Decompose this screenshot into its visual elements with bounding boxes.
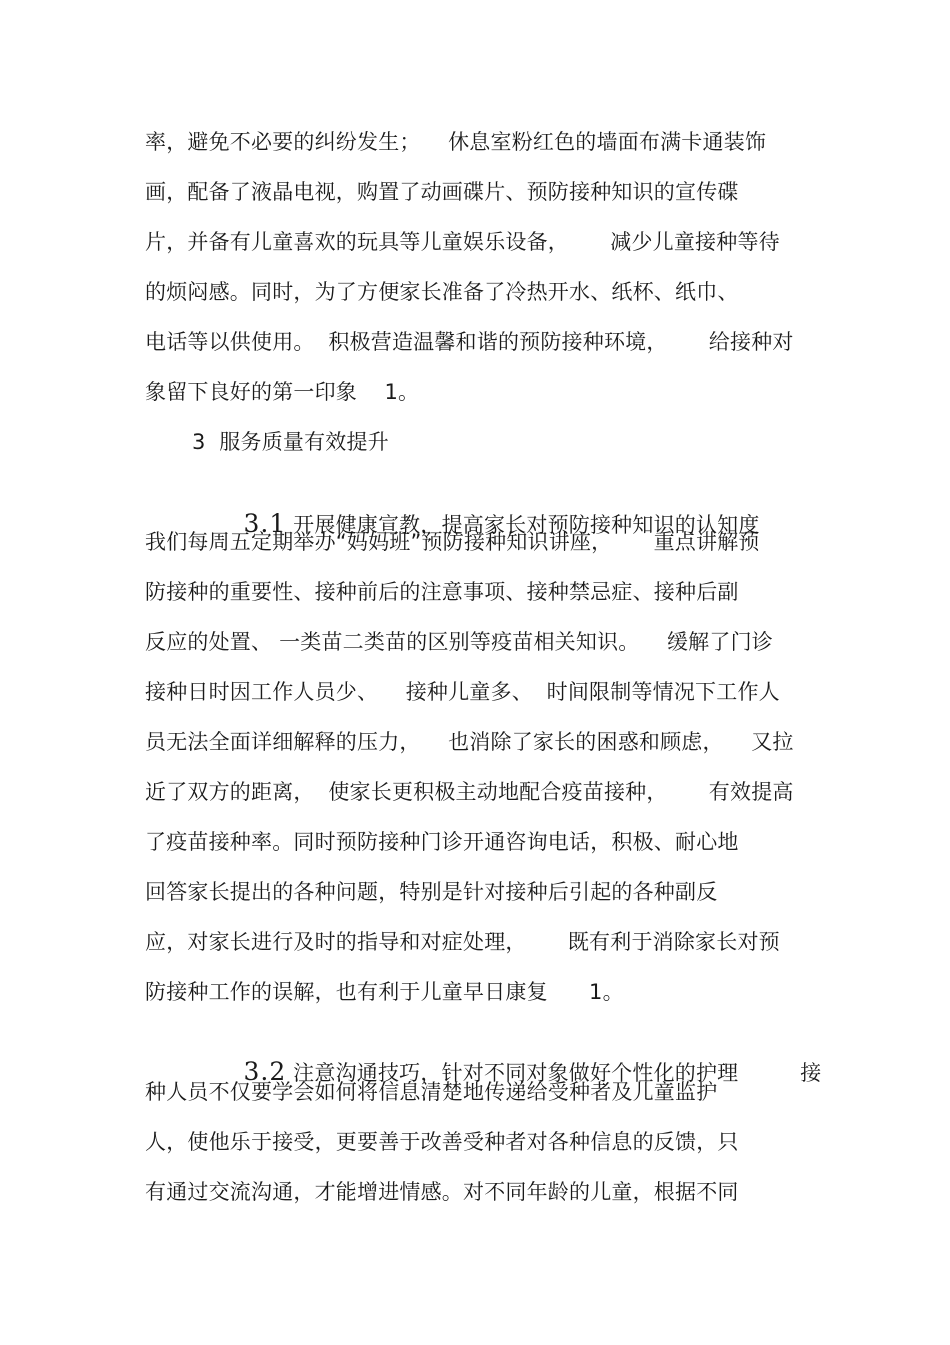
- body-text-line: 象留下良好的第一印象 1。: [145, 380, 420, 404]
- subsection-heading: [216, 476, 760, 538]
- body-text-line: 人，使他乐于接受，更要善于改善受种者对各种信息的反馈，只: [145, 1130, 739, 1154]
- body-text-line: 防接种的重要性、接种前后的注意事项、接种禁忌症、接种后副: [145, 580, 739, 604]
- body-text-line: 的烦闷感。同时，为了方便家长准备了冷热开水、纸杯、纸巾、: [145, 280, 739, 304]
- body-text-line: 近了双方的距离， 使家长更积极主动地配合疫苗接种， 有效提高: [145, 780, 794, 804]
- body-text-line: 我们每周五定期举办“妈妈班”预防接种知识讲座， 重点讲解预: [145, 530, 760, 554]
- body-text-line: 反应的处置、 一类苗二类苗的区别等疫苗相关知识。 缓解了门诊: [145, 630, 773, 654]
- body-text-line: 接种日时因工作人员少、 接种儿童多、 时间限制等情况下工作人: [145, 680, 780, 704]
- subsection-heading: [216, 1024, 822, 1086]
- body-text-line: 防接种工作的误解，也有利于儿童早日康复 1。: [145, 980, 624, 1004]
- body-text-line: 有通过交流沟通，才能增进情感。对不同年龄的儿童，根据不同: [145, 1180, 739, 1204]
- body-text-line: 应，对家长进行及时的指导和对症处理， 既有利于消除家长对预: [145, 930, 780, 954]
- body-text-line: 了疫苗接种率。同时预防接种门诊开通咨询电话，积极、耐心地: [145, 830, 739, 854]
- subsection-number: 3.2: [243, 1057, 287, 1086]
- body-text-line: 回答家长提出的各种问题，特别是针对接种后引起的各种副反: [145, 880, 718, 904]
- section-heading: 3 服务质量有效提升: [192, 430, 389, 454]
- subsection-title: 开展健康宣教，提高家长对预防接种知识的认知度: [293, 513, 760, 537]
- body-text-line: 片，并备有儿童喜欢的玩具等儿童娱乐设备， 减少儿童接种等待: [145, 230, 780, 254]
- body-text-line: 画，配备了液晶电视，购置了动画碟片、预防接种知识的宣传碟: [145, 180, 739, 204]
- body-text-line: 员无法全面详细解释的压力， 也消除了家长的困惑和顾虑， 又拉: [145, 730, 794, 754]
- body-text-line: 种人员不仅要学会如何将信息清楚地传递给受种者及儿童监护: [145, 1080, 718, 1104]
- subsection-title: 注意沟通技巧，针对不同对象做好个性化的护理 接: [293, 1061, 822, 1085]
- body-text-line: 电话等以供使用。 积极营造温馨和谐的预防接种环境， 给接种对: [145, 330, 794, 354]
- subsection-number: 3.1: [243, 509, 287, 538]
- body-text-line: 率，避免不必要的纠纷发生； 休息室粉红色的墙面布满卡通装饰: [145, 130, 767, 154]
